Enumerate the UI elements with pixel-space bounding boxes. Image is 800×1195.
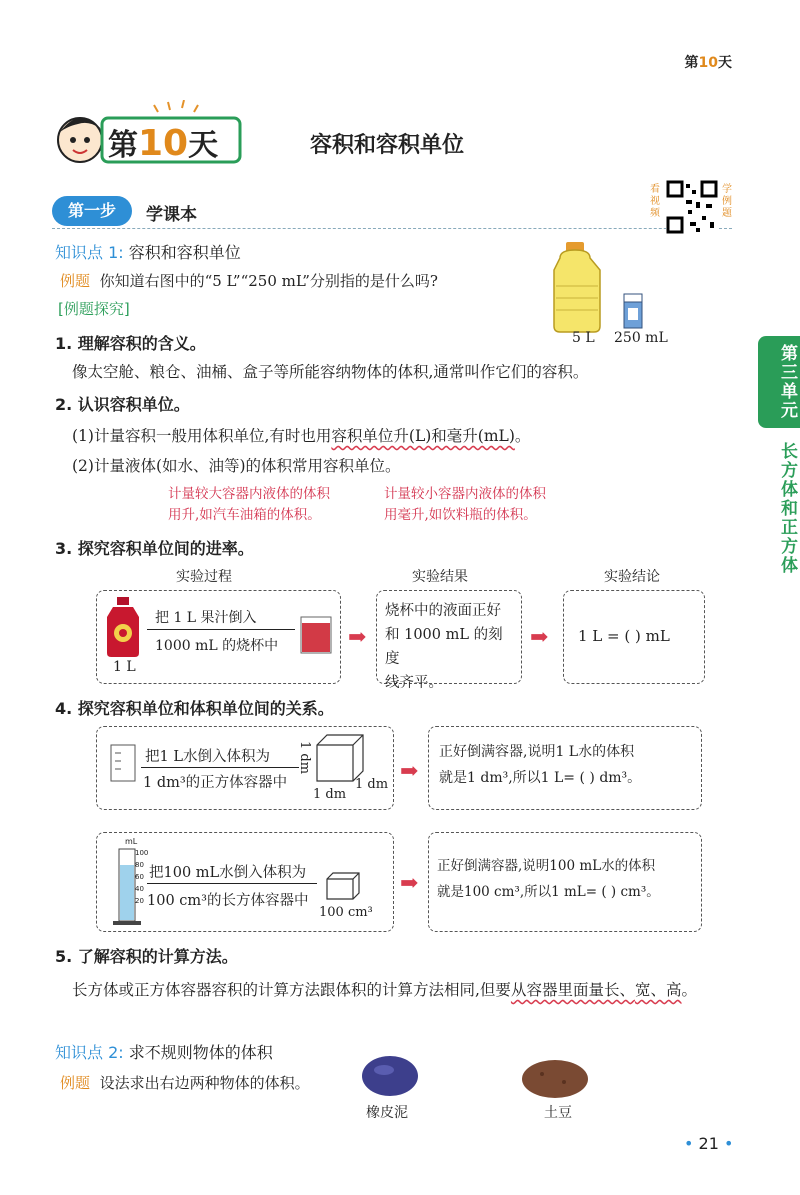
s2-title: 2. 认识容积单位。 [55,395,190,414]
qr-code-icon[interactable] [666,180,718,234]
step-badge: 第一步 [52,196,132,226]
s4-process-box-b [96,832,394,932]
s3-head-process: 实验过程 [176,569,232,585]
cube-dim-right: 1 dm [355,777,389,792]
arrow-3b: ➡ [530,624,549,650]
s3-title: 3. 探究容积单位间的进率。 [55,539,254,558]
s4-result-box-a: 正好倒满容器,说明1 L水的体积 就是1 dm³,所以1 L= ( ) dm³。 [428,726,702,810]
cylinder-scale: 100 80 60 40 20 [135,849,149,905]
qr-left-caption: 看视频 [650,184,660,219]
s4a-text-2: 1 dm³的正方体容器中 [143,775,288,791]
s3-result-box: 烧杯中的液面正好 和 1000 mL 的刻度 线齐平。 [376,590,522,684]
s3-process-box [96,590,341,684]
side-tab-topic: 长方体和正方体 [777,442,797,575]
measuring-cup-icon [109,743,139,783]
s4a-arrow [141,767,299,768]
beaker-icon [299,615,333,655]
kp2-heading: 知识点 2: 求不规则物体的体积 [55,1043,273,1062]
s3-head-result: 实验结果 [412,569,468,585]
explore-tag: [例题探究] [58,300,130,318]
pour-text-1: 把 1 L 果汁倒入 [155,610,257,626]
cuboid-icon [325,871,361,901]
s4a-text-1: 把1 L水倒入体积为 [145,749,270,765]
example2: 例题 设法求出右边两种物体的体积。 [60,1074,310,1092]
juice-bottle-label: 1 L [113,659,136,675]
kp1-heading: 知识点 1: 容积和容积单位 [55,243,241,262]
arrow-4a: ➡ [400,758,419,784]
bottles-illustration [550,236,680,336]
arrow-3a: ➡ [348,624,367,650]
cuboid-label: 100 cm³ [319,905,373,920]
s4b-text-1: 把100 mL水倒入体积为 [149,865,307,881]
s4-process-box-a [96,726,394,810]
s4-result-box-b: 正好倒满容器,说明100 mL水的体积 就是100 cm³,所以1 mL= ( ) cm³。 [428,832,702,932]
qr-right-caption: 学例题 [722,184,732,219]
cube-dim-bottom: 1 dm [313,787,347,802]
s2-line1: (1)计量容积一般用体积单位,有时也用容积单位升(L)和毫升(mL)。 [72,427,531,445]
pour-arrow [147,629,295,630]
cube-dim-vertical: 1 dm [297,741,312,775]
cylinder-unit: mL [125,837,138,846]
clay-label: 橡皮泥 [366,1105,408,1121]
cube-1dm-icon [315,733,365,783]
s2-note-right: 计量较小容器内液体的体积 用毫升,如饮料瓶的体积。 [384,486,546,523]
pour-text-2: 1000 mL 的烧杯中 [155,638,279,654]
small-bottle-label: 250 mL [614,330,668,346]
arrow-4b: ➡ [400,870,419,896]
clay-icon [360,1054,420,1098]
running-day-label: 第10天 [684,55,732,71]
page-number: • 21 • [684,1134,734,1153]
s2-line2: (2)计量液体(如水、油等)的体积常用容积单位。 [72,457,401,475]
step-label: 学课本 [146,205,197,225]
step-underline [52,228,732,229]
potato-label: 土豆 [544,1105,572,1121]
s3-conclusion-box [563,590,705,684]
s4b-arrow [147,883,317,884]
s4b-text-2: 100 cm³的长方体容器中 [147,893,309,909]
mascot-badge [50,100,250,170]
s2-note-left: 计量较大容器内液体的体积 用升,如汽车油箱的体积。 [168,486,330,523]
conclusion-text: 1 L = ( ) mL [578,627,670,645]
side-tab-unit: 第三单元 [758,336,800,428]
s5-title: 5. 了解容积的计算方法。 [55,947,238,966]
s1-title: 1. 理解容积的含义。 [55,334,206,353]
day-badge-text: 第10天 [108,123,219,164]
example1: 例题 你知道右图中的“5 L”“250 mL”分别指的是什么吗? [60,272,438,290]
juice-bottle-icon [105,597,141,657]
s5-body: 长方体或正方体容器容积的计算方法跟体积的计算方法相同,但要从容器里面量长、宽、高。 [72,981,697,999]
s1-body: 像太空舱、粮仓、油桶、盒子等所能容纳物体的体积,通常叫作它们的容积。 [72,363,589,381]
potato-icon [520,1058,590,1100]
s3-head-conclusion: 实验结论 [604,569,660,585]
lesson-title: 容积和容积单位 [310,133,465,158]
s4-title: 4. 探究容积单位和体积单位间的关系。 [55,699,334,718]
big-bottle-label: 5 L [572,330,595,346]
